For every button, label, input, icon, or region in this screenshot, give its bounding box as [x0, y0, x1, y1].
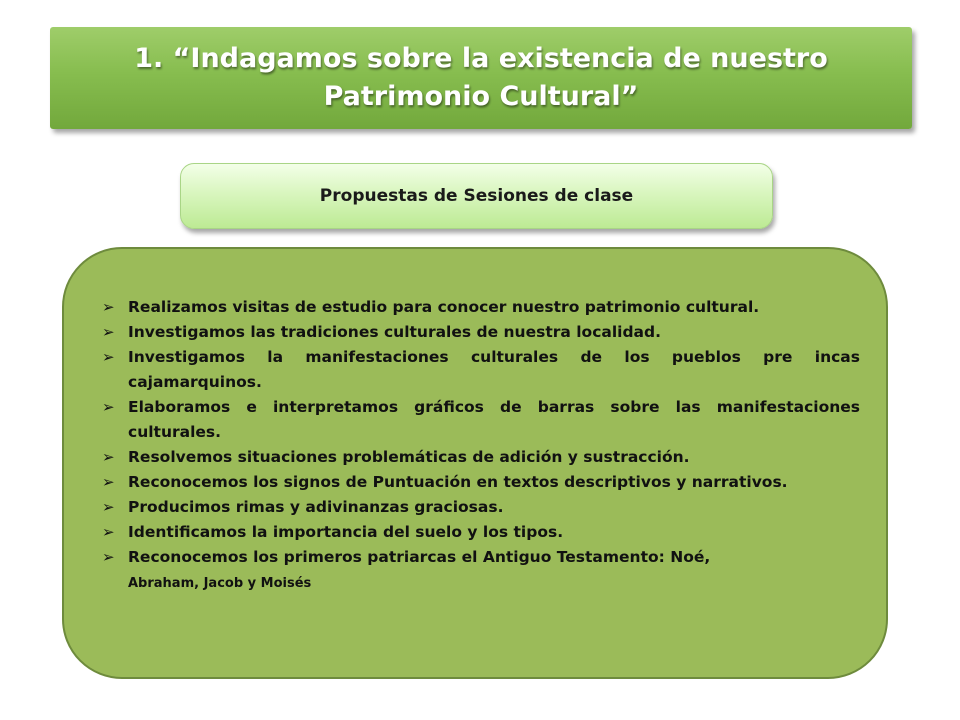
- list-item: ➢ Producimos rimas y adivinanzas graciosas.: [100, 495, 860, 520]
- list-item: ➢ Identificamos la importancia del suelo y los tipos.: [100, 520, 860, 545]
- content-panel: [62, 247, 888, 679]
- page-title: 1. “Indagamos sobre la existencia de nuestro Patrimonio Cultural”: [134, 43, 828, 112]
- list-item: ➢ Investigamos las tradiciones culturales de nuestra localidad.: [100, 320, 860, 345]
- arrow-bullet-icon: ➢: [102, 548, 115, 566]
- list-item: ➢ Resolvemos situaciones problemáticas de adición y sustracción.: [100, 445, 860, 470]
- list-item: ➢ Reconocemos los signos de Puntuación en textos descriptivos y narrativos.: [100, 470, 860, 495]
- arrow-bullet-icon: ➢: [102, 398, 115, 416]
- arrow-bullet-icon: ➢: [102, 323, 115, 341]
- list-item: ➢ Elaboramos e interpretamos gráficos de barras sobre las manifestaciones culturales.: [100, 395, 860, 445]
- list-item-continuation: Abraham, Jacob y Moisés: [128, 576, 312, 591]
- arrow-bullet-icon: ➢: [102, 523, 115, 541]
- sessions-list: [100, 295, 860, 596]
- title-banner: [50, 27, 912, 129]
- arrow-bullet-icon: ➢: [102, 473, 115, 491]
- list-item: ➢ Investigamos la manifestaciones culturales de los pueblos pre incas cajamarquinos.: [100, 345, 860, 395]
- arrow-bullet-icon: ➢: [102, 498, 115, 516]
- section-subtitle: Propuestas de Sesiones de clase: [319, 186, 634, 206]
- arrow-bullet-icon: ➢: [102, 448, 115, 466]
- list-item: ➢ Reconocemos los primeros patriarcas el Antiguo Testamento: Noé, Abraham, Jacob y Moisés: [100, 545, 860, 596]
- arrow-bullet-icon: ➢: [102, 298, 115, 316]
- subtitle-banner: [180, 163, 773, 229]
- list-item: ➢ Realizamos visitas de estudio para conocer nuestro patrimonio cultural.: [100, 295, 860, 320]
- arrow-bullet-icon: ➢: [102, 348, 115, 366]
